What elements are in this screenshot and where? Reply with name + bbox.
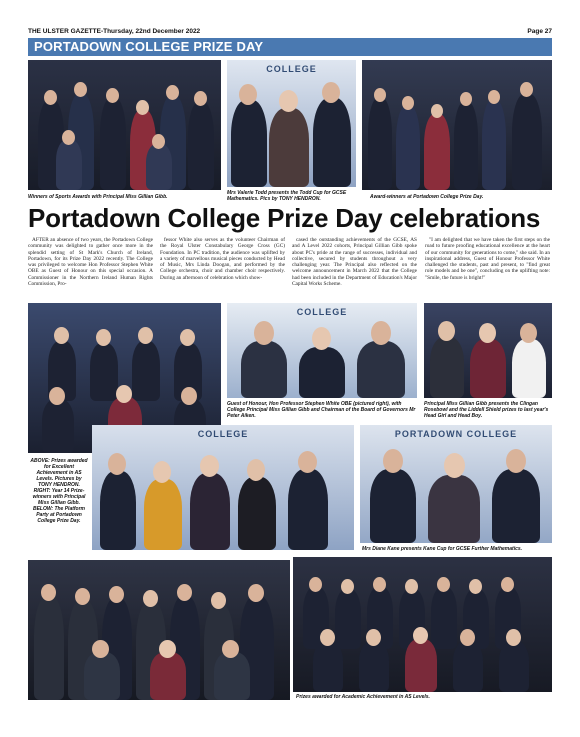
caption-guest: Guest of Honour, Hon Professor Stephen White OBE (pictured right), with College Principal Miss Gillian Gibb and Chairman of the Board of Governors Mr Peter Aiken.: [227, 401, 416, 419]
caption-kane: Mrs Diane Kane presents Kane Cup for GCSE Further Mathematics.: [362, 546, 523, 552]
column-text: cased the outstanding achievements of the GCSE, AS and A Level 2022 cohorts, Principal Gillian Gibb spoke about PC's pride at the range of successes, individual and collective, secured by students throughout a very challenging year. The Principal also reflected on the welcome announcement in March 2022 that the College had been included in the Department of Education's Major Capital Works Scheme.: [292, 237, 417, 288]
photo-award-winners: [362, 60, 552, 190]
masthead: [28, 28, 552, 38]
photo-guest-of-honour: [227, 303, 417, 398]
caption-sports: Winners of Sports Awards with Principal Miss Gillian Gibb.: [28, 194, 168, 200]
photo-academic-as: [293, 557, 552, 692]
caption-todd-cup: Mrs Valerie Todd presents the Todd Cup for GCSE Mathematics. Pics by TONY HENDRON.: [227, 190, 347, 202]
photo-sports-awards: [28, 60, 221, 190]
caption-award-winners: Award-winners at Portadown College Prize Day.: [370, 194, 484, 200]
column-text: AFTER an absence of two years, the Portadown College community was delighted to gather once more in the splendid setting of St Mark's Church of Ireland, Portadown, for its Prize Day 2022 recently. The College was privileged to welcome Hon Professor Stephen White OBE as Guest of Honour on this special occasion. A Commissioner in the Northern Ireland Human Rights Commission, Pro-: [28, 237, 153, 288]
caption-principal: Principal Miss Gillian Gibb presents the Clingan Rosebowl and the Liddell Shield prizes to last year's Head Girl and Head Boy.: [424, 401, 549, 419]
article-column-2: [160, 237, 285, 281]
photo-watermark: COLLEGE: [197, 429, 249, 439]
caption-side: ABOVE: Prizes awarded for Excellent Achievement in AS Levels. Pictures by TONY HENDRON. RIGHT: Year 14 Prize-winners with Principal Miss Gillian Gibb. BELOW: The Platform Party at Portadown College Prize Day.: [30, 458, 88, 524]
caption-academic: Prizes awarded for Academic Achievement in AS Levels.: [296, 694, 430, 700]
photo-watermark: COLLEGE: [266, 64, 317, 74]
photo-head-girl-boy: [424, 303, 552, 398]
photo-watermark: COLLEGE: [296, 307, 348, 317]
page-number: Page 27: [527, 28, 552, 35]
section-banner: PORTADOWN COLLEGE PRIZE DAY: [28, 38, 552, 56]
photo-watermark-portadown: PORTADOWN COLLEGE: [394, 429, 518, 439]
photo-year14-winners: [92, 425, 354, 550]
article-column-1: [28, 237, 153, 287]
photo-platform-party: [28, 560, 290, 700]
masthead-publication: THE ULSTER GAZETTE-Thursday, 22nd December 2022: [28, 28, 201, 35]
article-column-3: [292, 237, 417, 287]
photo-todd-cup: [227, 60, 356, 187]
column-text: fessor White also serves as the volunteer Chairman of the Royal Ulster Constabulary George Cross (GC) Foundation. In PC tradition, the audience was uplifted by a variety of marvellous musical pieces conducted by Head of Music, Mrs Linda Doogan, and performed by the College orchestra, choir and chamber choir respectively. During an afternoon of celebration which show-: [160, 237, 285, 281]
article-column-4: [425, 237, 550, 281]
photo-kane-cup: [360, 425, 552, 543]
headline: Portadown College Prize Day celebrations: [28, 203, 541, 233]
column-text: "I am delighted that we have taken the first steps on the road to future proofing educational excellence at the heart of our community for generations to come," she said. In an inspirational address, Guest of Honour Professor White challenged the students, past and present, to "find great role models and be one", concluding on the uplifting note: "Smile, the future is bright!": [425, 237, 550, 281]
